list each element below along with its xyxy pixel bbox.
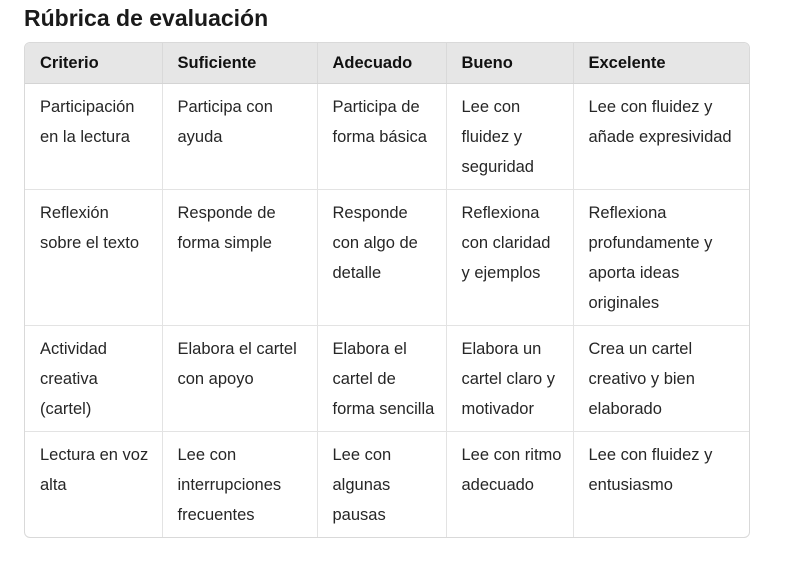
table-cell: Responde con algo de detalle [317,190,446,326]
table-row [25,326,749,432]
table-cell: Reflexiona profundamente y aporta ideas originales [573,190,749,326]
table-cell: Crea un cartel creativo y bien elaborado [573,326,749,432]
table-cell: Participa con ayuda [162,84,317,190]
rubric-table [25,43,749,537]
table-cell: Actividad creativa (cartel) [25,326,162,432]
table-cell: Lee con fluidez y seguridad [446,84,573,190]
table-cell: Participación en la lectura [25,84,162,190]
table-cell: Participa de forma básica [317,84,446,190]
table-cell: Reflexión sobre el texto [25,190,162,326]
header-row [25,43,749,84]
header-criterio: Criterio [25,43,162,84]
page-title: Rúbrica de evaluación [24,5,269,31]
table-cell: Lee con fluidez y entusiasmo [573,432,749,538]
table-cell: Responde de forma simple [162,190,317,326]
table-cell: Lee con fluidez y añade expresividad [588,98,732,146]
table-cell: Lee con ritmo adecuado [446,432,573,538]
table-cell: Lee con algunas pausas [317,432,446,538]
table-row [25,432,749,538]
table-cell: Elabora el cartel de forma sencilla [317,326,446,432]
header-excelente: Excelente [573,43,749,84]
table-header [25,43,749,84]
table-cell: Elabora un cartel claro y motivador [446,326,573,432]
header-bueno: Bueno [446,43,573,84]
table-cell: Elabora el cartel con apoyo [162,326,317,432]
table-cell: Lee con interrupciones frecuentes [162,432,317,538]
header-suficiente: Suficiente [162,43,317,84]
table-cell: Lectura en voz alta [25,432,162,538]
table-body [25,84,749,538]
rubric-table-container [24,42,750,538]
table-cell: Reflexiona con claridad y ejemplos [446,190,573,326]
table-row [25,190,749,326]
table-row [25,84,749,190]
header-adecuado: Adecuado [317,43,446,84]
